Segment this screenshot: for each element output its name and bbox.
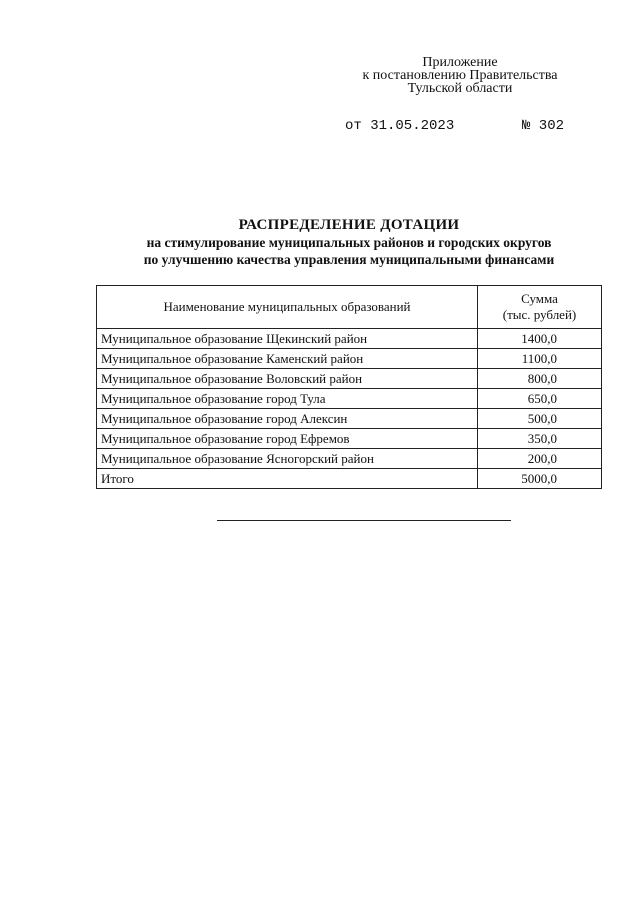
appendix-line-2: к постановлению Правительства	[362, 68, 558, 83]
closing-rule	[217, 520, 511, 521]
header-sum-line-2: (тыс. рублей)	[502, 307, 577, 322]
row-sum: 200,0	[478, 449, 602, 469]
appendix-block	[300, 56, 620, 95]
row-sum: 350,0	[478, 429, 602, 449]
row-sum: 1100,0	[478, 349, 602, 369]
decree-reference	[0, 118, 640, 136]
appendix-line-1: Приложение	[422, 55, 498, 70]
row-name: Муниципальное образование город Ефремов	[97, 429, 478, 449]
table-header-row	[97, 286, 602, 329]
row-name: Муниципальное образование Ясногорский район	[97, 449, 478, 469]
table-row	[97, 429, 602, 449]
table-total-row	[97, 469, 602, 489]
row-name: Муниципальное образование Щекинский район	[97, 329, 478, 349]
table-row	[97, 369, 602, 389]
row-sum: 500,0	[478, 409, 602, 429]
appendix-line-3: Тульской области	[407, 81, 513, 96]
total-sum: 5000,0	[478, 469, 602, 489]
row-name: Муниципальное образование город Тула	[97, 389, 478, 409]
title-main: РАСПРЕДЕЛЕНИЕ ДОТАЦИИ	[238, 217, 460, 233]
title-subtitle-1: на стимулирование муниципальных районов и городских округов	[146, 235, 552, 250]
header-sum	[478, 286, 602, 329]
header-name: Наименование муниципальных образований	[97, 286, 478, 329]
row-sum: 1400,0	[478, 329, 602, 349]
table-row	[97, 409, 602, 429]
decree-number: № 302	[522, 118, 565, 134]
table-row	[97, 329, 602, 349]
row-name: Муниципальное образование Каменский район	[97, 349, 478, 369]
header-sum-line-1: Сумма	[521, 291, 558, 306]
row-sum: 650,0	[478, 389, 602, 409]
distribution-table	[96, 285, 602, 489]
total-label: Итого	[97, 469, 478, 489]
document-title	[96, 216, 602, 268]
row-name: Муниципальное образование город Алексин	[97, 409, 478, 429]
table-row	[97, 449, 602, 469]
decree-date: от 31.05.2023	[345, 118, 455, 134]
table-row	[97, 389, 602, 409]
title-subtitle-2: по улучшению качества управления муниципальными финансами	[143, 252, 555, 267]
row-name: Муниципальное образование Воловский район	[97, 369, 478, 389]
table-row	[97, 349, 602, 369]
row-sum: 800,0	[478, 369, 602, 389]
